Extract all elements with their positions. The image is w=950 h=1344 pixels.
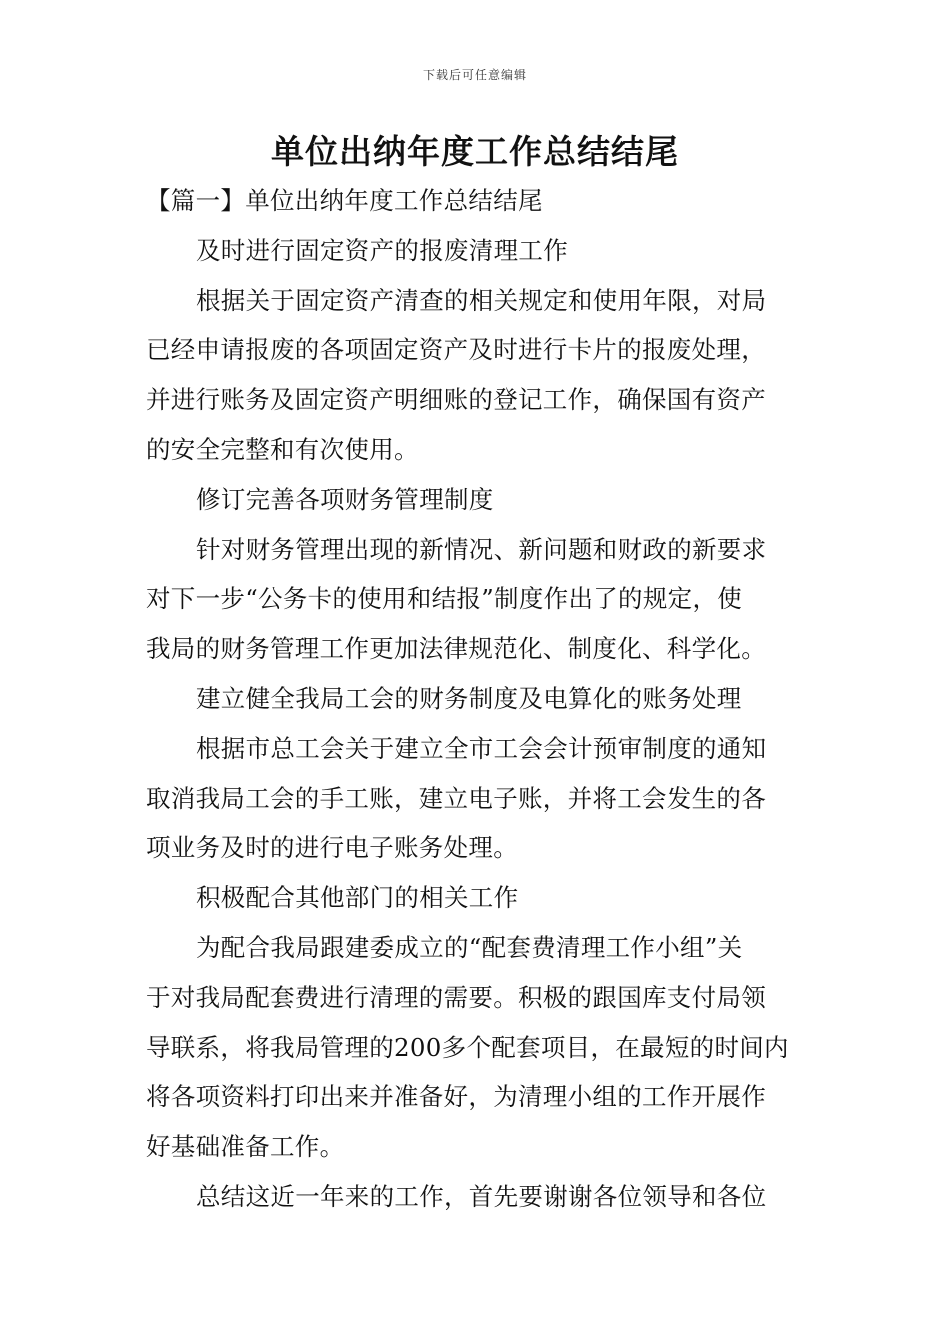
body-line: 取消我局工会的手工账，建立电子账，并将工会发生的各 [146,783,766,813]
body-line: 于对我局配套费进行清理的需要。积极的跟国库支付局领 [146,982,766,1012]
body-line: 将各项资料打印出来并准备好，为清理小组的工作开展作 [146,1082,766,1112]
body-line: 导联系，将我局管理的200多个配套项目，在最短的时间内 [146,1032,789,1062]
body-line: 积极配合其他部门的相关工作 [196,883,519,913]
body-line: 对下一步“公务卡的使用和结报”制度作出了的规定，使 [146,584,743,614]
body-line: 好基础准备工作。 [146,1132,345,1162]
body-line: 建立健全我局工会的财务制度及电算化的账务处理 [196,683,742,713]
header-note: 下载后可任意编辑 [422,68,527,82]
document-body [146,176,808,1222]
body-line: 并进行账务及固定资产明细账的登记工作，确保国有资产 [146,385,766,415]
body-line: 及时进行固定资产的报废清理工作 [196,235,568,265]
body-line: 为配合我局跟建委成立的“配套费清理工作小组”关 [196,932,743,962]
body-line: 根据关于固定资产清查的相关规定和使用年限，对局 [196,285,767,315]
body-line: 修订完善各项财务管理制度 [196,484,494,514]
body-line: 总结这近一年来的工作，首先要谢谢各位领导和各位 [196,1181,767,1211]
body-line: 针对财务管理出现的新情况、新问题和财政的新要求 [196,534,767,564]
body-line: 项业务及时的进行电子账务处理。 [146,833,518,863]
document-title: 单位出纳年度工作总结结尾 [271,132,679,171]
body-line: 的安全完整和有次使用。 [146,434,419,464]
body-line: 已经申请报废的各项固定资产及时进行卡片的报废处理， [146,335,766,365]
body-line: 【篇一】单位出纳年度工作总结结尾 [146,186,543,215]
body-line: 根据市总工会关于建立全市工会会计预审制度的通知 [196,733,767,763]
body-line: 我局的财务管理工作更加法律规范化、制度化、科学化。 [146,634,766,664]
